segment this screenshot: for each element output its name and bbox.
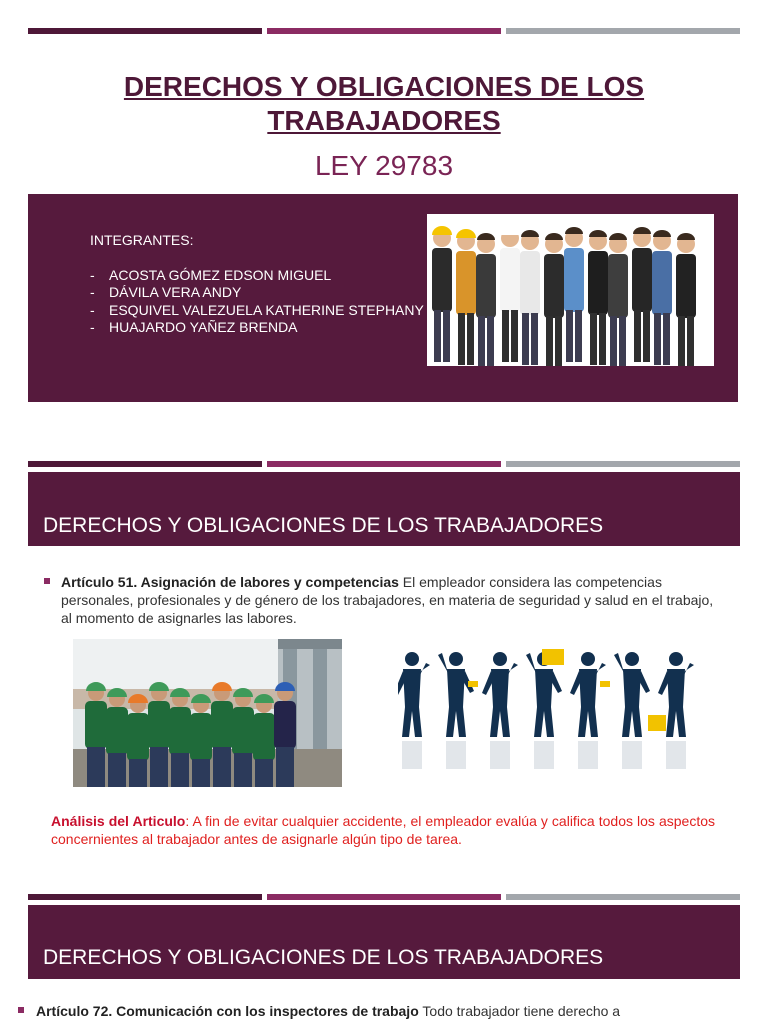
members-list xyxy=(90,232,428,337)
article-72-paragraph xyxy=(36,1002,736,1020)
analysis-label: Análisis del Articulo xyxy=(51,813,186,829)
bullet-icon xyxy=(18,1007,24,1013)
section-header-band xyxy=(28,472,740,546)
members-label: INTEGRANTES: xyxy=(90,232,194,248)
article-51-paragraph xyxy=(61,573,721,627)
page-title: DERECHOS Y OBLIGACIONES DE LOS TRABAJADORES xyxy=(123,71,645,136)
section-heading-2: DERECHOS Y OBLIGACIONES DE LOS TRABAJADORES xyxy=(43,946,604,969)
worker-silhouettes-illustration xyxy=(398,645,710,775)
bullet-icon xyxy=(44,578,50,584)
member-item: - ESQUIVEL VALEZUELA KATHERINE STEPHANY xyxy=(90,302,428,320)
member-item: - ACOSTA GÓMEZ EDSON MIGUEL xyxy=(90,267,428,285)
section-accent-bar xyxy=(28,461,740,467)
member-item: - HUAJARDO YAÑEZ BRENDA xyxy=(90,319,428,337)
member-item: - DÁVILA VERA ANDY xyxy=(90,284,428,302)
analysis-paragraph xyxy=(51,812,715,848)
article-51-title: Artículo 51. Asignación de labores y competencias xyxy=(61,574,399,590)
section-heading: DERECHOS Y OBLIGACIONES DE LOS TRABAJADORES xyxy=(43,514,604,537)
article-72-text: Todo trabajador tiene derecho a xyxy=(418,1003,621,1019)
safety-workers-photo xyxy=(73,639,342,787)
article-72-title: Artículo 72. Comunicación con los inspectores de trabajo xyxy=(36,1003,419,1019)
workers-group-photo xyxy=(427,214,714,366)
section-header-band-2 xyxy=(28,905,740,979)
section-accent-bar-2 xyxy=(28,894,740,900)
top-accent-bar xyxy=(28,28,740,34)
article-51-text: El empleador considera las competencias personales, profesionales y de género de los trabajadores, en materia de seguridad y salud en el trabajo, al momento de asignarles las labores. xyxy=(61,574,714,626)
law-subtitle: LEY 29783 xyxy=(314,150,454,181)
analysis-text: : A fin de evitar cualquier accidente, el empleador evalúa y califica todos los aspectos concernientes al trabajador antes de asignarle algún tipo de tarea. xyxy=(51,813,715,847)
